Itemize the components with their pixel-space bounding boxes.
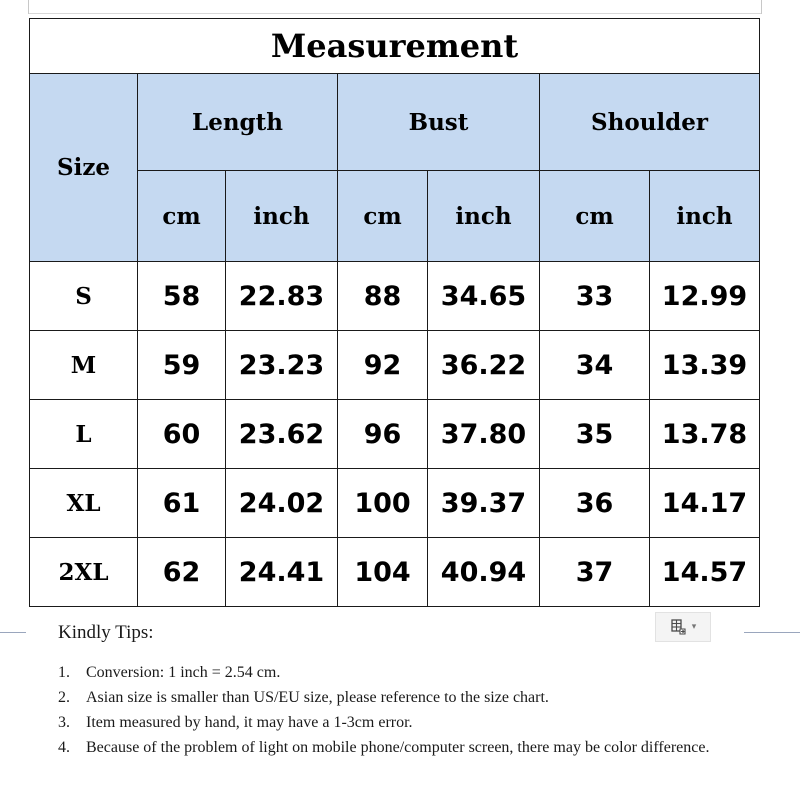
size-label: XL xyxy=(30,469,138,538)
table-cell: 13.78 xyxy=(650,400,760,469)
table-cell: 24.41 xyxy=(226,538,338,607)
table-row xyxy=(30,538,760,607)
table-row xyxy=(30,262,760,331)
table-cell: 40.94 xyxy=(428,538,540,607)
unit-header-length-inch: inch xyxy=(226,171,338,262)
unit-header-length-cm: cm xyxy=(138,171,226,262)
table-cell: 60 xyxy=(138,400,226,469)
list-item-number: 4. xyxy=(58,739,70,756)
table-cell: 62 xyxy=(138,538,226,607)
group-header-bust: Bust xyxy=(338,74,540,171)
table-cell: 96 xyxy=(338,400,428,469)
table-cell: 104 xyxy=(338,538,428,607)
list-item-text: Because of the problem of light on mobile phone/computer screen, there may be color difference. xyxy=(86,739,710,756)
table-cell: 36 xyxy=(540,469,650,538)
size-label: L xyxy=(30,400,138,469)
list-item-text: Asian size is smaller than US/EU size, please reference to the size chart. xyxy=(86,689,549,706)
list-item xyxy=(58,735,748,760)
tips-list xyxy=(58,660,748,760)
margin-marker-left xyxy=(0,632,26,633)
chevron-down-icon: ▾ xyxy=(691,622,697,632)
list-item-number: 2. xyxy=(58,689,70,706)
list-item xyxy=(58,710,748,735)
table-cell: 39.37 xyxy=(428,469,540,538)
list-item-text: Conversion: 1 inch = 2.54 cm. xyxy=(86,664,281,681)
table-cell: 35 xyxy=(540,400,650,469)
group-header-shoulder: Shoulder xyxy=(540,74,760,171)
table-cell: 37.80 xyxy=(428,400,540,469)
table-cell: 61 xyxy=(138,469,226,538)
list-item-text: Item measured by hand, it may have a 1-3cm error. xyxy=(86,714,413,731)
table-row xyxy=(30,400,760,469)
table-cell: 58 xyxy=(138,262,226,331)
table-cell: 92 xyxy=(338,331,428,400)
table-title: Measurement xyxy=(30,19,760,74)
table-cell: 37 xyxy=(540,538,650,607)
table-cell: 13.39 xyxy=(650,331,760,400)
size-column-header: Size xyxy=(30,74,138,262)
margin-marker-right xyxy=(744,632,800,633)
table-cell: 100 xyxy=(338,469,428,538)
table-cell: 59 xyxy=(138,331,226,400)
table-cell: 88 xyxy=(338,262,428,331)
table-cell: 14.57 xyxy=(650,538,760,607)
page-edge xyxy=(28,0,762,14)
table-cell: 34 xyxy=(540,331,650,400)
unit-header-shoulder-cm: cm xyxy=(540,171,650,262)
list-item xyxy=(58,685,748,710)
size-label: 2XL xyxy=(30,538,138,607)
table-cell: 22.83 xyxy=(226,262,338,331)
table-cell: 34.65 xyxy=(428,262,540,331)
table-cell: 23.23 xyxy=(226,331,338,400)
size-label: M xyxy=(30,331,138,400)
list-item-number: 1. xyxy=(58,664,70,681)
unit-header-bust-cm: cm xyxy=(338,171,428,262)
unit-header-bust-inch: inch xyxy=(428,171,540,262)
table-cell: 36.22 xyxy=(428,331,540,400)
table-cell: 23.62 xyxy=(226,400,338,469)
table-row xyxy=(30,469,760,538)
table-cell: 12.99 xyxy=(650,262,760,331)
table-cell: 33 xyxy=(540,262,650,331)
group-header-length: Length xyxy=(138,74,338,171)
list-item xyxy=(58,660,748,685)
table-row xyxy=(30,331,760,400)
measurement-table xyxy=(29,18,760,607)
tips-section xyxy=(58,622,748,760)
list-item-number: 3. xyxy=(58,714,70,731)
table-cell: 24.02 xyxy=(226,469,338,538)
tips-heading: Kindly Tips: xyxy=(58,622,154,643)
unit-header-shoulder-inch: inch xyxy=(650,171,760,262)
table-cell: 14.17 xyxy=(650,469,760,538)
size-label: S xyxy=(30,262,138,331)
